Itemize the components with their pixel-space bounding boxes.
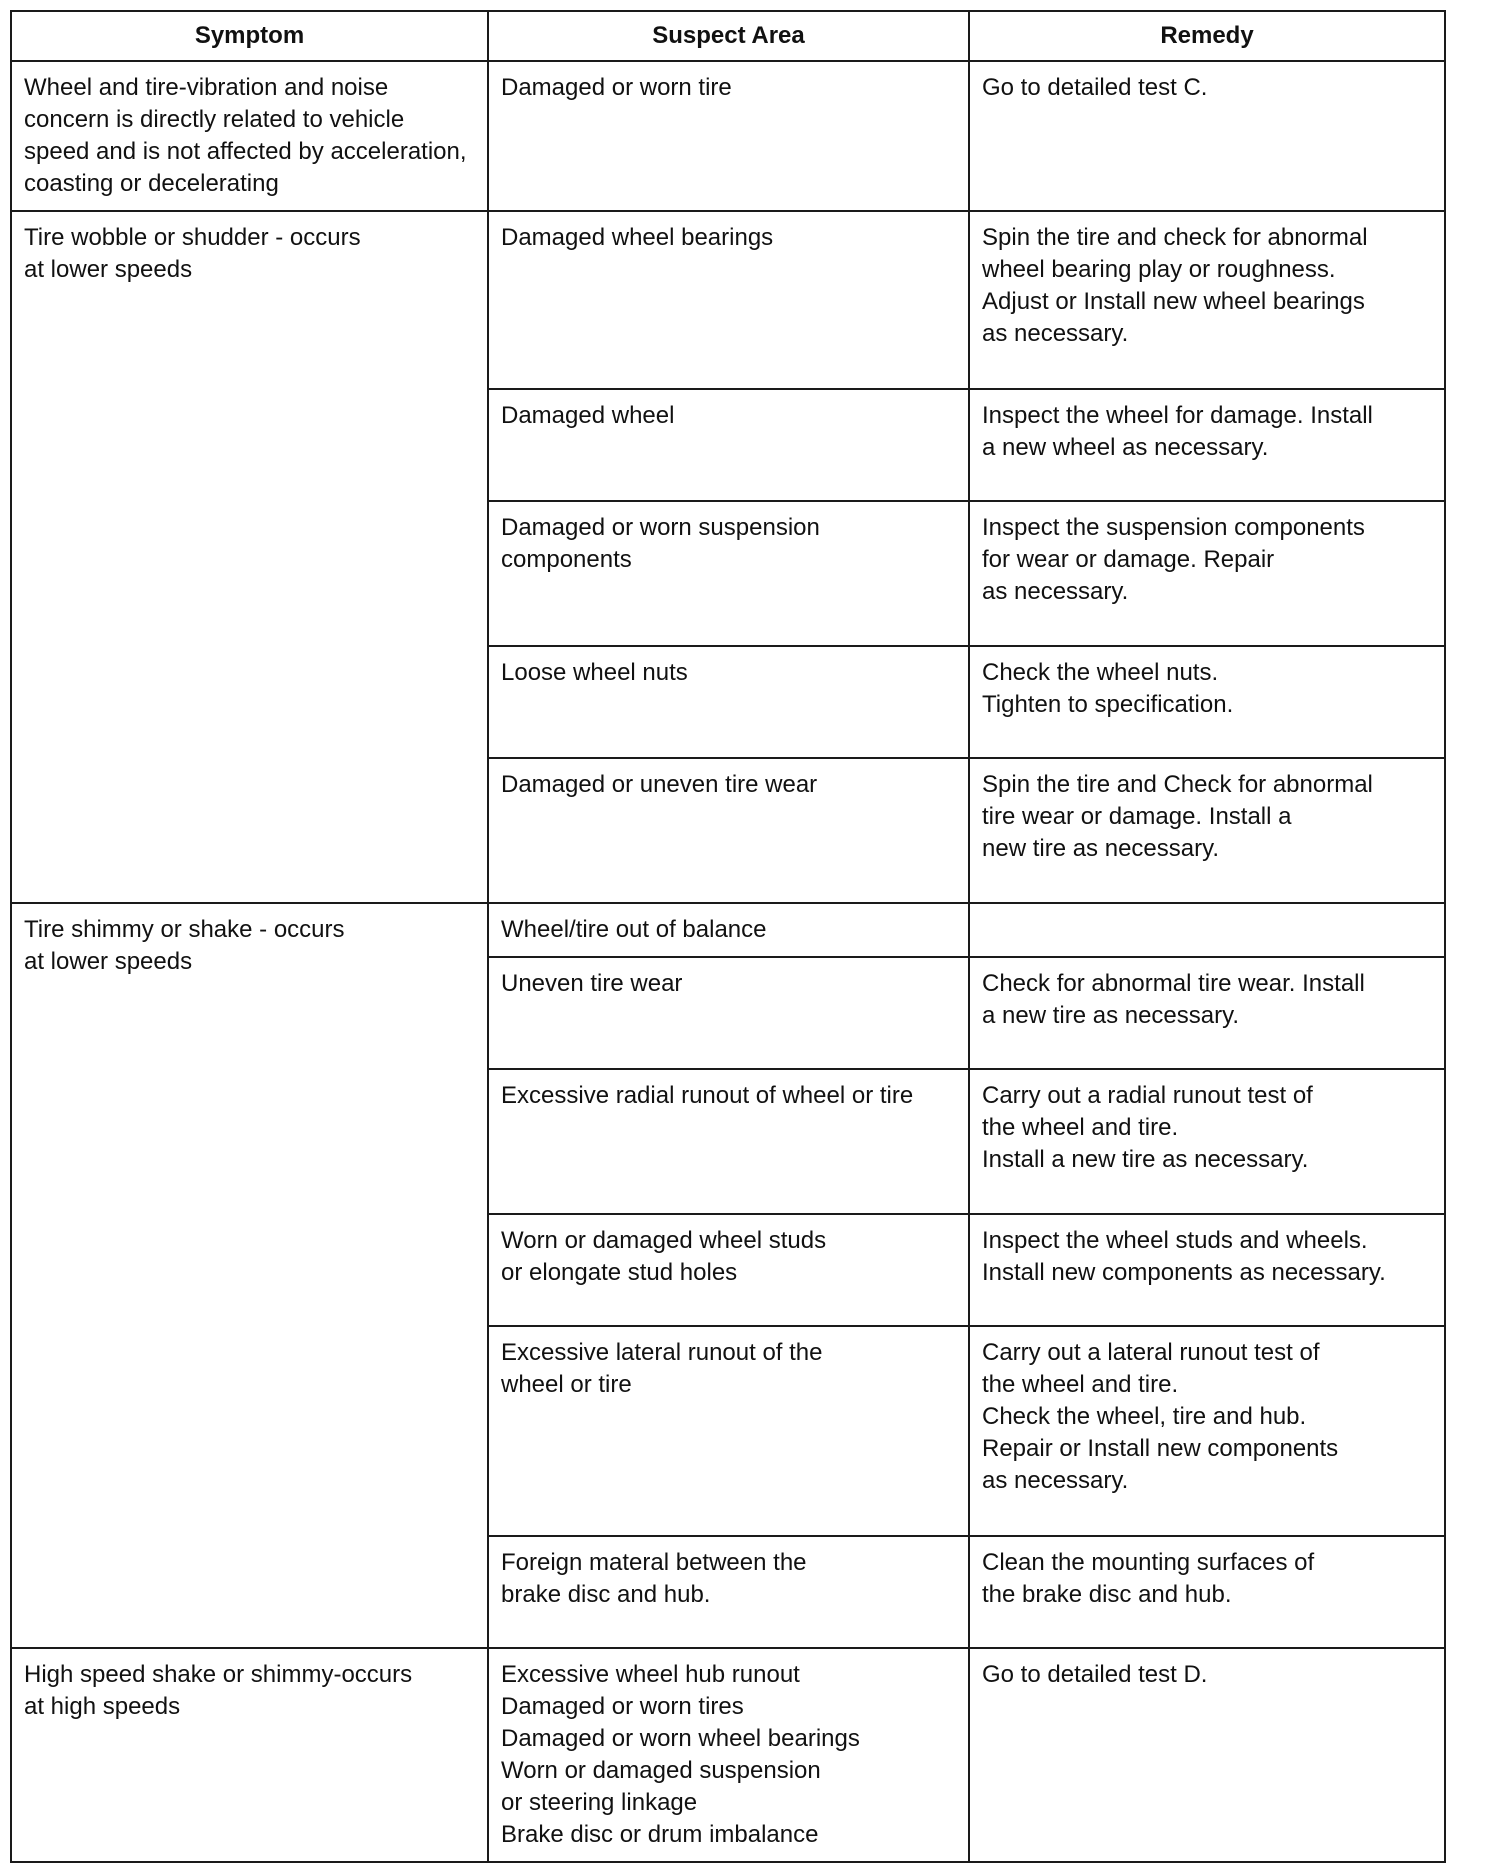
header-row xyxy=(11,11,1445,61)
header-remedy: Remedy xyxy=(969,11,1445,61)
header-suspect-area: Suspect Area xyxy=(488,11,969,61)
remedy-cell: Carry out a radial runout test of the wheel and tire. Install a new tire as necessary. xyxy=(969,1069,1445,1214)
suspect-cell: Damaged or worn tire xyxy=(488,61,969,211)
suspect-cell: Damaged or worn suspension components xyxy=(488,501,969,646)
remedy-cell: Clean the mounting surfaces of the brake disc and hub. xyxy=(969,1536,1445,1648)
remedy-cell: Spin the tire and check for abnormal wheel bearing play or roughness. Adjust or Install new wheel bearings as necessary. xyxy=(969,211,1445,389)
table-row xyxy=(11,61,1445,211)
remedy-cell: Check for abnormal tire wear. Install a new tire as necessary. xyxy=(969,957,1445,1069)
remedy-cell: Go to detailed test D. xyxy=(969,1648,1445,1862)
remedy-cell xyxy=(969,903,1445,957)
suspect-cell: Damaged wheel bearings xyxy=(488,211,969,389)
symptom-cell: Tire shimmy or shake - occurs at lower speeds xyxy=(11,903,488,1648)
suspect-cell: Damaged or uneven tire wear xyxy=(488,758,969,903)
symptom-cell: Tire wobble or shudder - occurs at lower speeds xyxy=(11,211,488,903)
suspect-cell: Worn or damaged wheel studs or elongate stud holes xyxy=(488,1214,969,1326)
header-symptom: Symptom xyxy=(11,11,488,61)
suspect-cell: Excessive lateral runout of the wheel or tire xyxy=(488,1326,969,1536)
remedy-cell: Inspect the suspension components for wear or damage. Repair as necessary. xyxy=(969,501,1445,646)
suspect-cell: Damaged wheel xyxy=(488,389,969,501)
suspect-cell: Uneven tire wear xyxy=(488,957,969,1069)
suspect-cell: Loose wheel nuts xyxy=(488,646,969,758)
suspect-cell: Excessive wheel hub runout Damaged or worn tires Damaged or worn wheel bearings Worn or damaged suspension or steering linkage Brake disc or drum imbalance xyxy=(488,1648,969,1862)
table-row xyxy=(11,1648,1445,1862)
remedy-cell: Inspect the wheel studs and wheels. Install new components as necessary. xyxy=(969,1214,1445,1326)
diagnosis-table xyxy=(10,10,1446,1863)
table-row xyxy=(11,211,1445,389)
remedy-cell: Carry out a lateral runout test of the wheel and tire. Check the wheel, tire and hub. Repair or Install new components as necessary. xyxy=(969,1326,1445,1536)
remedy-cell: Inspect the wheel for damage. Install a new wheel as necessary. xyxy=(969,389,1445,501)
suspect-cell: Foreign materal between the brake disc and hub. xyxy=(488,1536,969,1648)
table-row xyxy=(11,903,1445,957)
symptom-cell: High speed shake or shimmy-occurs at high speeds xyxy=(11,1648,488,1862)
remedy-cell: Go to detailed test C. xyxy=(969,61,1445,211)
remedy-cell: Spin the tire and Check for abnormal tire wear or damage. Install a new tire as necessary. xyxy=(969,758,1445,903)
suspect-cell: Wheel/tire out of balance xyxy=(488,903,969,957)
suspect-cell: Excessive radial runout of wheel or tire xyxy=(488,1069,969,1214)
symptom-cell: Wheel and tire-vibration and noise concern is directly related to vehicle speed and is not affected by acceleration, coasting or decelerating xyxy=(11,61,488,211)
remedy-cell: Check the wheel nuts. Tighten to specification. xyxy=(969,646,1445,758)
